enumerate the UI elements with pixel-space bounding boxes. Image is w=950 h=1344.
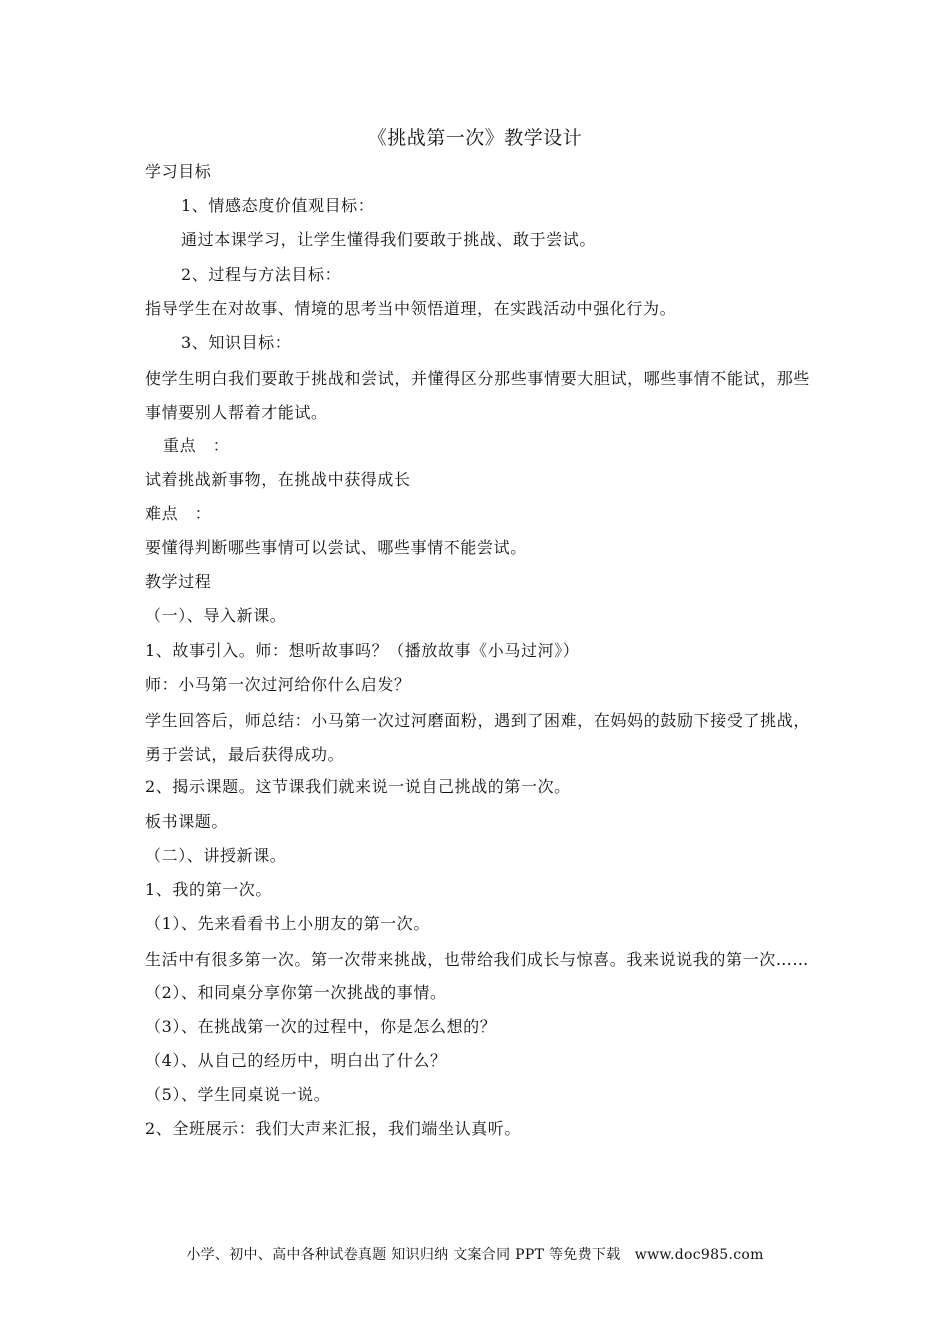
difficulty-heading: 难点 ： <box>145 503 212 523</box>
section-heading-process: 教学过程 <box>145 572 212 592</box>
key-point-heading: 重点 ： <box>163 435 230 455</box>
process-step-new-lesson: （二）、讲授新课。 <box>145 845 287 865</box>
process-line: 师：小马第一次过河给你什么启发？ <box>145 674 411 694</box>
objective-heading-1: 1、情感态度价值观目标： <box>181 196 375 216</box>
process-line: （2）、和同桌分享你第一次挑战的事情。 <box>145 982 447 1002</box>
process-line: 2、全班展示：我们大声来汇报，我们端坐认真听。 <box>145 1119 521 1139</box>
process-line: 板书课题。 <box>145 811 229 831</box>
document-title: 《挑战第一次》教学设计 <box>367 127 583 149</box>
process-line: 学生回答后，师总结：小马第一次过河磨面粉，遇到了困难，在妈妈的鼓励下接受了挑战，勇于尝试，最后获得成功。 <box>145 711 810 765</box>
process-line: 1、我的第一次。 <box>145 880 272 899</box>
objective-heading-2: 2、过程与方法目标： <box>181 264 342 284</box>
process-line: （5）、学生同桌说一说。 <box>145 1085 331 1105</box>
process-line: 2、揭示课题。这节课我们就来说一说自己挑战的第一次。 <box>145 777 571 797</box>
footer-note: 小学、初中、高中各种试卷真题 知识归纳 文案合同 PPT 等免费下载 www.doc985.com <box>186 1247 764 1263</box>
key-point-text: 试着挑战新事物，在挑战中获得成长 <box>145 469 411 489</box>
difficulty-text: 要懂得判断哪些事情可以尝试、哪些事情不能尝试。 <box>145 538 527 558</box>
objective-text-2: 指导学生在对故事、情境的思考当中领悟道理，在实践活动中强化行为。 <box>145 298 677 318</box>
process-line: （3）、在挑战第一次的过程中，你是怎么想的？ <box>145 1016 497 1036</box>
document-body <box>145 157 810 1149</box>
objective-text-3: 使学生明白我们要敢于挑战和尝试，并懂得区分那些事情要大胆试，哪些事情不能试，那些事情要别人帮着才能试。 <box>145 369 810 423</box>
process-line: 1、故事引入。师：想听故事吗？（播放故事《小马过河》） <box>145 640 580 660</box>
process-line: （1）、先来看看书上小朋友的第一次。 <box>145 914 430 934</box>
objective-heading-3: 3、知识目标： <box>181 332 292 352</box>
section-heading-objectives: 学习目标 <box>145 162 212 181</box>
process-step-intro: （一）、导入新课。 <box>145 606 287 626</box>
objective-text-1: 通过本课学习，让学生懂得我们要敢于挑战、敢于尝试。 <box>181 230 597 250</box>
process-line: 生活中有很多第一次。第一次带来挑战，也带给我们成长与惊喜。我来说说我的第一次…… <box>145 950 810 970</box>
process-line: （4）、从自己的经历中，明白出了什么？ <box>145 1050 447 1070</box>
